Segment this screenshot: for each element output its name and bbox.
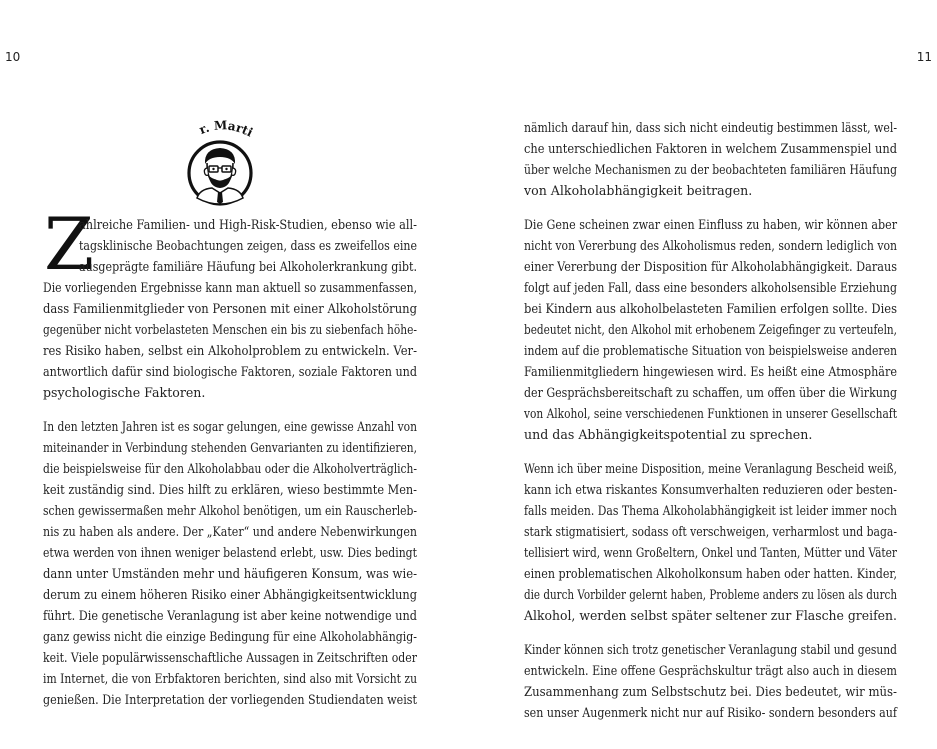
paragraph <box>43 416 417 710</box>
text-line: sen unser Augenmerk nicht nur auf Risiko- sondern besonders auf <box>524 705 898 720</box>
text-line: ganz gewiss nicht die einzige Bedingung für eine Alkoholabhängig- <box>43 629 417 644</box>
paragraph <box>43 202 418 403</box>
text-line: der Gesprächsbereitschaft zu schaffen, um offen über die Wirkung <box>524 385 898 400</box>
text-line: schen gewissermaßen mehr Alkohol benötigen, um ein Rauscherleb- <box>43 503 417 518</box>
text-line: psychologische Faktoren. <box>43 385 206 400</box>
page-number-right: 11 <box>916 50 932 64</box>
text-line: dann unter Umständen mehr und häufigeren Konsum, was wie- <box>43 566 418 581</box>
text-line: indem auf die problematische Situation von beispielsweise anderen <box>524 343 898 358</box>
text-line: stark stigmatisiert, sodass oft verschweigen, verharmlost und baga- <box>524 524 897 539</box>
text-line: bei Kindern aus alkoholbelasteten Familien erfolgen sollte. Dies <box>524 301 897 316</box>
text-line: ausgeprägte familiäre Häufung bei Alkoholerkrankung gibt. <box>79 259 417 274</box>
text-line: derum zu einem höheren Risiko einer Abhängigkeitsentwicklung <box>43 587 418 602</box>
text-line: miteinander in Verbindung stehenden Genvarianten zu identifizieren, <box>43 440 417 455</box>
text-line: kann ich etwa riskantes Konsumverhalten reduzieren oder besten- <box>524 482 898 497</box>
text-line: genießen. Die Interpretation der vorliegenden Studiendaten weist <box>43 692 417 707</box>
text-line: folgt auf jeden Fall, dass eine besonders alkoholsensible Erziehung <box>524 280 897 295</box>
avatar-name-label: r. Marti <box>197 118 256 140</box>
text-line: Kinder können sich trotz genetischer Veranlagung stabil und gesund <box>524 642 897 657</box>
right-page-column <box>524 117 897 736</box>
text-line: Wenn ich über meine Disposition, meine Veranlagung Bescheid weiß, <box>524 461 897 476</box>
text-line: gegenüber nicht vorbelasteten Menschen ein bis zu siebenfach höhe- <box>43 322 418 337</box>
text-line: Die vorliegenden Ergebnisse kann man aktuell so zusammenfassen, <box>43 280 418 295</box>
paragraph <box>524 214 897 445</box>
text-line: falls meiden. Das Thema Alkoholabhängigkeit ist leider immer noch <box>524 503 897 518</box>
text-line: res Risiko haben, selbst ein Alkoholproblem zu entwickeln. Ver- <box>43 343 417 358</box>
text-line: von Alkohol, seine verschiedenen Funktionen in unserer Gesellschaft <box>524 406 897 421</box>
text-line: nis zu haben als andere. Der „Kater“ und andere Nebenwirkungen <box>43 524 418 539</box>
author-avatar <box>184 116 266 208</box>
text-line: im Internet, die von Erbfaktoren berichten, sind also mit Vorsicht zu <box>43 671 418 686</box>
text-line: über welche Mechanismen zu der beobachteten familiären Häufung <box>524 162 898 177</box>
text-line: tellisiert wird, wenn Großeltern, Onkel und Tanten, Mütter und Väter <box>524 545 898 560</box>
page-number-left: 10 <box>5 50 21 64</box>
text-line: von Alkoholabhängigkeit beitragen. <box>524 183 753 198</box>
text-line: antwortlich dafür sind biologische Faktoren, soziale Faktoren und <box>43 364 418 379</box>
text-line: nicht von Vererbung des Alkoholismus reden, sondern lediglich von <box>524 238 898 253</box>
drop-cap: Z <box>44 202 95 286</box>
text-line: nämlich darauf hin, dass sich nicht eindeutig bestimmen lässt, wel- <box>524 120 898 135</box>
text-line: keit. Viele populärwissenschaftliche Aussagen in Zeitschriften oder <box>43 650 417 665</box>
text-line: Familienmitgliedern hingewiesen wird. Es heißt eine Atmosphäre <box>524 364 897 379</box>
paragraph <box>524 117 897 201</box>
paragraph <box>524 639 897 723</box>
left-page-column <box>43 202 418 723</box>
text-line: Die Gene scheinen zwar einen Einfluss zu haben, wir können aber <box>524 217 898 232</box>
text-line: bedeutet nicht, den Alkohol mit erhobenem Zeigefinger zu verteufeln, <box>524 322 898 337</box>
text-line: die beispielsweise für den Alkoholabbau oder die Alkoholverträglich- <box>43 461 418 476</box>
text-line: dass Familienmitglieder von Personen mit einer Alkoholstörung <box>43 301 418 316</box>
paragraph <box>524 458 897 626</box>
text-line: Zusammenhang zum Selbstschutz bei. Dies bedeutet, wir müs- <box>524 684 898 699</box>
text-line: che unterschiedlichen Faktoren in welchem Zusammenspiel und <box>524 141 898 156</box>
text-line: ahlreiche Familien- und High-Risk-Studien, ebenso wie all- <box>79 217 417 232</box>
text-line: einen problematischen Alkoholkonsum haben oder hatten. Kinder, <box>524 566 898 581</box>
text-line: etwa werden von ihnen weniger belastend erlebt, usw. Dies bedingt <box>43 545 417 560</box>
text-line: einer Vererbung der Disposition für Alkoholabhängigkeit. Daraus <box>524 259 897 274</box>
text-line: In den letzten Jahren ist es sogar gelungen, eine gewisse Anzahl von <box>43 419 418 434</box>
text-line: führt. Die genetische Veranlagung ist aber keine notwendige und <box>43 608 417 623</box>
text-line: entwickeln. Eine offene Gesprächskultur trägt also auch in diesem <box>524 663 897 678</box>
cartoon-man-glasses-beard-icon <box>184 116 266 208</box>
text-line: und das Abhängigkeitspotential zu sprechen. <box>524 427 813 442</box>
text-line: Alkohol, werden selbst später seltener zur Flasche greifen. <box>524 608 897 623</box>
text-line: tagsklinische Beobachtungen zeigen, dass es zweifellos eine <box>79 238 417 253</box>
text-line: die durch Vorbilder gelernt haben, Probleme anders zu lösen als durch <box>524 587 898 602</box>
text-line: keit zuständig sind. Dies hilft zu erklären, wieso bestimmte Men- <box>43 482 418 497</box>
